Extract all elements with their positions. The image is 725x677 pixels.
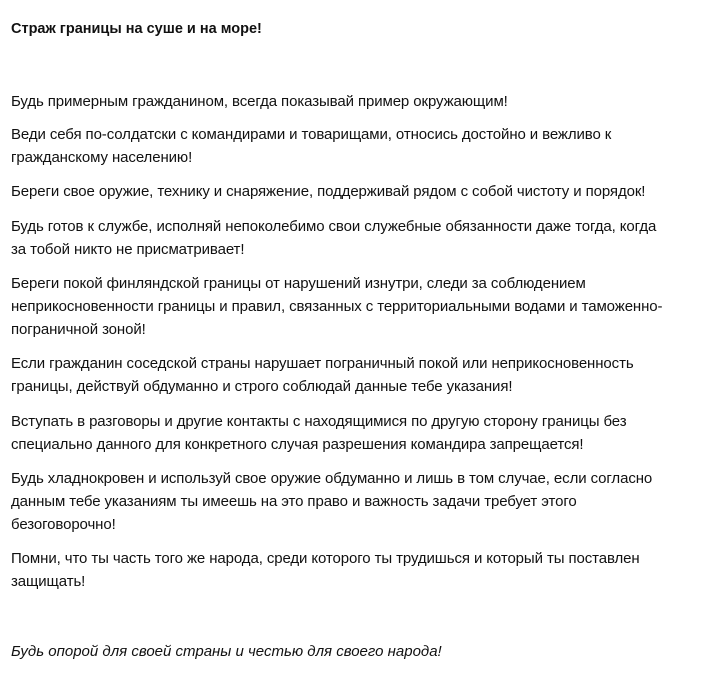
paragraph-line: защищать! <box>11 573 86 590</box>
paragraph-1 <box>11 90 715 113</box>
paragraph-line: Береги покой финляндской границы от нарушений изнутри, следи за соблюдением <box>11 275 586 292</box>
paragraph-5 <box>11 272 715 341</box>
paragraph-line: Веди себя по-солдатски с командирами и товарищами, относись достойно и вежливо к <box>11 126 612 143</box>
paragraph-line: Будь готов к службе, исполняй непоколебимо свои служебные обязанности даже тогда, когда <box>11 218 657 235</box>
paragraph-line: неприкосновенности границы и правил, связанных с территориальными водами и таможенно- <box>11 298 663 315</box>
paragraph-8 <box>11 467 715 536</box>
paragraph-line: границы, действуй обдуманно и строго соблюдай данные тебе указания! <box>11 378 513 395</box>
document-title: Страж границы на суше и на море! <box>11 21 262 37</box>
paragraph-6 <box>11 352 715 398</box>
paragraph-line: данным тебе указаниям ты имеешь на это право и важность задачи требует этого <box>11 493 577 510</box>
paragraph-line: Вступать в разговоры и другие контакты с находящимися по другую сторону границы без <box>11 413 627 430</box>
paragraph-4 <box>11 215 715 261</box>
paragraph-2 <box>11 123 715 169</box>
paragraph-line: Будь хладнокровен и используй свое оружие обдуманно и лишь в том случае, если согласно <box>11 470 653 487</box>
paragraph-line: Помни, что ты часть того же народа, среди которого ты трудишься и который ты поставлен <box>11 550 640 567</box>
paragraph-line: Будь примерным гражданином, всегда показывай пример окружающим! <box>11 93 508 110</box>
paragraph-line: за тобой никто не присматривает! <box>11 241 245 258</box>
paragraph-9 <box>11 547 715 593</box>
paragraph-3 <box>11 180 715 203</box>
paragraph-line: безоговорочно! <box>11 516 116 533</box>
paragraph-line: Если гражданин соседской страны нарушает пограничный покой или неприкосновенность <box>11 355 634 372</box>
paragraph-line: Береги свое оружие, технику и снаряжение, поддерживай рядом с собой чистоту и порядок! <box>11 183 646 200</box>
paragraph-line: пограничной зоной! <box>11 321 146 338</box>
closing-motto: Будь опорой для своей страны и честью для своего народа! <box>11 643 442 660</box>
paragraph-7 <box>11 410 715 456</box>
paragraph-line: специально данного для конкретного случая разрешения командира запрещается! <box>11 436 584 453</box>
paragraph-line: гражданскому населению! <box>11 149 193 166</box>
